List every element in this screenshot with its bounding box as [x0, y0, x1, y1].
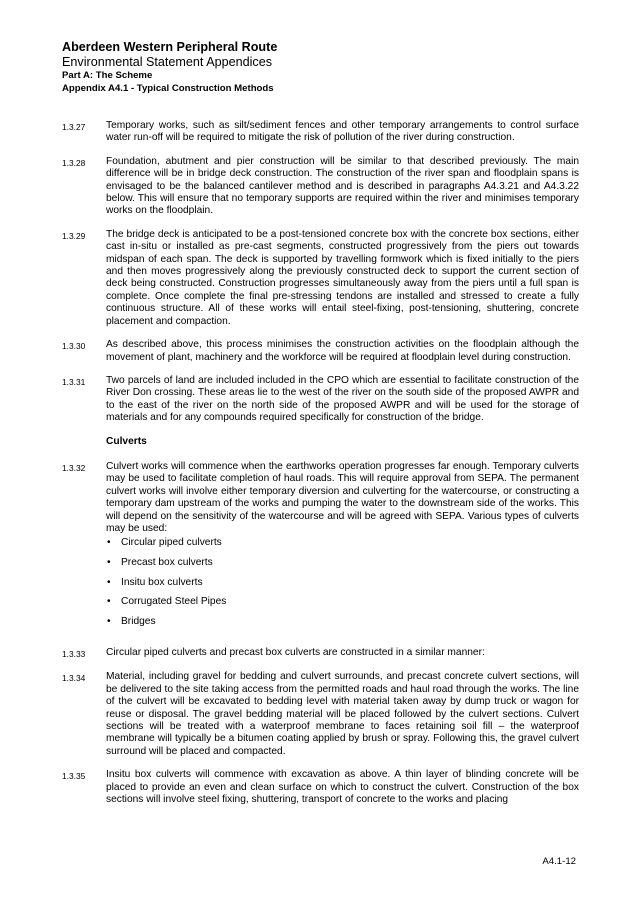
document-subtitle: Environmental Statement Appendices	[62, 55, 273, 69]
list-item: • Corrugated Steel Pipes	[106, 596, 579, 608]
paragraph-1-3-30	[62, 339, 579, 364]
document-appendix: Appendix A4.1 - Typical Construction Methods	[62, 83, 274, 94]
paragraph-text: Insitu box culverts will commence with excavation as above. A thin layer of blinding concrete will be placed to provide an even and clean surface on which to construct the culvert. Construction of the box sections will involve steel fixing, shuttering, transport of concrete to the works and placing	[106, 769, 579, 805]
paragraph-number: 1.3.35	[62, 771, 86, 782]
paragraph-text: As described above, this process minimises the construction activities on the floodplain although the movement of plant, machinery and the workforce will be required at floodplain level during construction.	[106, 339, 579, 363]
document-part: Part A: The Scheme	[62, 70, 153, 81]
paragraph-number: 1.3.33	[62, 648, 86, 659]
paragraph-text: Culvert works will commence when the earthworks operation progresses far enough. Temporary culverts may be used to facilitate completion of haul roads. This will require approval from SEPA. The permanent culvert works will involve either temporary diversion and culverting for the watercourse, or constructing a temporary dam upstream of the works and pumping the water to the downstream side of the works. This will depend on the sensitivity of the watercourse and will be agreed with SEPA. Various types of culverts may be used:	[106, 460, 579, 534]
paragraph-1-3-35	[62, 769, 579, 806]
paragraph-1-3-34	[62, 671, 579, 758]
paragraph-number: 1.3.34	[62, 673, 86, 684]
paragraph-text: Circular piped culverts and precast box culverts are constructed in a similar manner:	[106, 646, 485, 658]
paragraph-text: The bridge deck is anticipated to be a post-tensioned concrete box with the concrete box sections, either cast in-situ or installed as pre-cast segments, constructed progressively from the piers out towards midspan of each span. The deck is supported by travelling formwork which is fixed initially to the piers and then moves progressively along the previously constructed deck to support the current section of deck being constructed. Construction progresses simultaneously away from the piers until a full span is complete. Once complete the final pre-stressing tendons are installed and stressed to create a fully continuous structure. All of these works will entail steel-fixing, post-tensioning, shuttering, concrete placement and compaction.	[106, 228, 579, 327]
paragraph-1-3-32	[62, 461, 579, 636]
culvert-types-list	[106, 537, 579, 628]
paragraph-1-3-29	[62, 229, 579, 328]
list-item: • Circular piped culverts	[106, 537, 579, 549]
paragraph-1-3-33	[62, 647, 579, 660]
list-item: • Precast box culverts	[106, 557, 579, 569]
paragraph-text: Foundation, abutment and pier construction will be similar to that described previously. The main difference will be in bridge deck construction. The construction of the river span and floodplain spans is envisaged to be the balanced cantilever method and is described in paragraphs A4.3.21 and A4.3.22 below. This will ensure that no temporary supports are required within the river and minimises temporary works on the floodplain.	[106, 155, 579, 217]
paragraph-1-3-27	[62, 120, 579, 145]
paragraph-number: 1.3.32	[62, 462, 86, 473]
list-item: • Insitu box culverts	[106, 577, 579, 589]
paragraph-1-3-28	[62, 156, 579, 218]
document-body	[62, 120, 579, 817]
paragraph-number: 1.3.28	[62, 157, 86, 168]
paragraph-number: 1.3.27	[62, 122, 86, 132]
paragraph-1-3-31	[62, 375, 579, 425]
paragraph-text: Two parcels of land are included included in the CPO which are essential to facilitate construction of the River Don crossing. These areas lie to the west of the river on the south side of the proposed AWPR and to the east of the river on the north side of the proposed AWPR and will be used for the storage of materials and for any compounds required specifically for construction of the bridge.	[106, 374, 579, 424]
paragraph-number: 1.3.30	[62, 341, 86, 352]
page-number: A4.1-12	[542, 856, 576, 867]
paragraph-body	[106, 461, 579, 636]
list-item: • Bridges	[106, 616, 579, 628]
paragraph-text: Material, including gravel for bedding and culvert surrounds, and precast concrete culvert sections, will be delivered to the site taking access from the permitted roads and haul road through the works. The line of the culvert will be excavated to bedding level with material taken away by dump truck or wagon for reuse or disposal. The gravel bedding material will be placed followed by the culvert sections. Culvert sections will be treated with a waterproof membrane to faces retaining soil fill – the waterproof membrane will typically be a bitumen coating applied by brush or spray. Following this, the gravel culvert surround will be placed and compacted.	[106, 671, 579, 757]
paragraph-number: 1.3.31	[62, 376, 86, 387]
document-title: Aberdeen Western Peripheral Route	[62, 40, 278, 54]
document-header	[62, 40, 582, 95]
paragraph-text: Temporary works, such as silt/sediment fences and other temporary arrangements to control surface water run-off will be required to mitigate the risk of pollution of the river during construction.	[106, 120, 579, 144]
paragraph-number: 1.3.29	[62, 230, 86, 241]
section-heading-culverts: Culverts	[106, 435, 147, 447]
